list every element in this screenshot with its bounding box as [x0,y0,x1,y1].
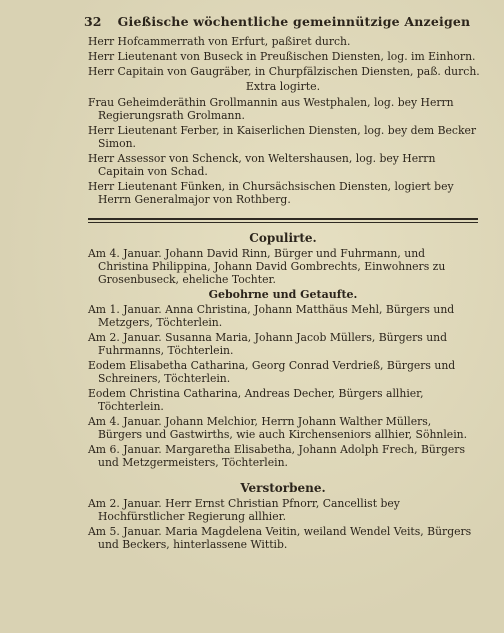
extra-list [88,96,478,206]
born-list [88,303,478,469]
list-item: Am 6. Januar. Margaretha Elisabetha, Johann Adolph Frech, Bürgers und Metzgermeisters, Töchterlein. [88,443,465,469]
extra-heading: Extra logirte. [245,80,321,93]
married-heading: Copulirte. [249,231,317,245]
list-item: Am 1. Januar. Anna Christina, Johann Matthäus Mehl, Bürgers und Metzgers, Töchterlein. [88,303,455,329]
list-item: Am 2. Januar. Herr Ernst Christian Pfnorr, Cancellist bey Hochfürstlicher Regierung allhier. [88,497,400,523]
list-item: Herr Lieutenant Fünken, in Chursächsischen Diensten, logiert bey Herrn Generalmajor von Rothberg. [88,180,454,206]
running-title: Gießische wöchentliche gemeinnützige Anzeigen [117,14,471,29]
page-header [84,14,478,29]
list-item: Herr Capitain von Gaugräber, in Churpfälzischen Diensten, paß. durch. [88,65,480,78]
list-item: Eodem Elisabetha Catharina, Georg Conrad Verdrieß, Bürgers und Schreiners, Töchterlein. [88,359,456,385]
deceased-list [88,497,478,551]
page-number: 32 [84,14,102,29]
born-heading: Gebohrne und Getaufte. [208,288,358,301]
arrivals-list [88,35,478,78]
list-item: Am 5. Januar. Maria Magdelena Veitin, weiland Wendel Veits, Bürgers und Beckers, hinterlassene Wittib. [88,525,472,551]
list-item: Herr Assessor von Schenck, von Weltershausen, log. bey Herrn Capitain von Schad. [88,152,436,178]
list-item: Herr Lieutenant Ferber, in Kaiserlichen Diensten, log. bey dem Becker Simon. [88,124,477,150]
list-item: Am 4. Januar. Johann David Rinn, Bürger und Fuhrmann, und Christina Philippina, Johann David Gombrechts, Einwohners zu Grosenbuseck, eheliche Tochter. [88,247,446,286]
list-item: Am 4. Januar. Johann Melchior, Herrn Johann Walther Müllers, Bürgers und Gastwirths, wie auch Kirchenseniors allhier, Söhnlein. [88,415,468,441]
section-divider [88,218,478,223]
list-item: Herr Hofcammerrath von Erfurt, paßiret durch. [88,35,351,48]
list-item: Frau Geheimderäthin Grollmannin aus Westphalen, log. bey Herrn Regierungsrath Grolmann. [88,96,454,122]
list-item: Eodem Christina Catharina, Andreas Decher, Bürgers allhier, Töchterlein. [88,387,424,413]
list-item: Am 2. Januar. Susanna Maria, Johann Jacob Müllers, Bürgers und Fuhrmanns, Töchterlein. [88,331,448,357]
spacer [88,471,478,479]
list-item: Herr Lieutenant von Buseck in Preußischen Diensten, log. im Einhorn. [88,50,476,63]
deceased-heading: Verstorbene. [240,481,326,495]
married-list [88,247,478,286]
